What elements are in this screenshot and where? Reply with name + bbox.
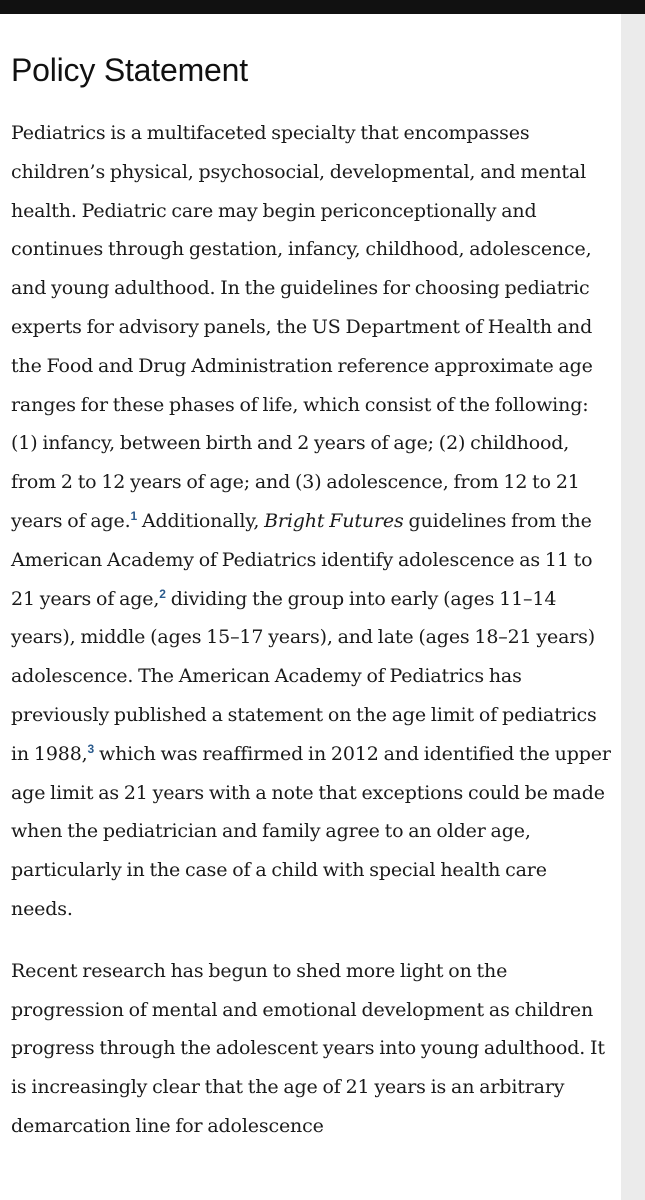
paragraph-1-text-d: dividing the group into early (ages 11–14 years), middle (ages 15–17 years), and late (ages 18–21 years) adolescence. The American Academy of Pediatrics has previously published a statement on the age limit of pediatrics in 1988, bbox=[11, 587, 597, 765]
paragraph-2: Recent research has begun to shed more light on the progression of mental and emotional development as children progress through the adolescent years into young adulthood. It is increasingly clear that the age of 21 years is an arbitrary demarcation line for adolescence bbox=[11, 959, 605, 1137]
page-title: Policy Statement bbox=[11, 52, 248, 88]
bright-futures-title: Bright Futures bbox=[264, 509, 404, 532]
top-bar bbox=[0, 0, 645, 14]
paragraph-1-text-e: which was reaffirmed in 2012 and identified the upper age limit as 21 years with a note that exceptions could be made when the pediatrician and family agree to an older age, particularly in the case of a child with special health care needs. bbox=[11, 742, 611, 920]
paragraph-1-text-a: Pediatrics is a multifaceted specialty that encompasses children’s physical, psychosocial, developmental, and mental health. Pediatric care may begin periconceptionally and continues through gestation, infancy, childhood, adolescence, and young adulthood. In the guidelines for choosing pediatric experts for advisory panels, the US Department of Health and the Food and Drug Administration reference approximate age ranges for these phases of life, which consist of the following: (1) infancy, between birth and 2 years of age; (2) childhood, from 2 to 12 years of age; and (3) adolescence, from 12 to 21 years of age. bbox=[11, 122, 593, 532]
paragraph-1 bbox=[11, 114, 611, 929]
paragraph-1-text-c: guidelines from the American Academy of Pediatrics identify adolescence as 11 to 21 years of age, bbox=[11, 509, 593, 610]
reference-link-3[interactable]: 3 bbox=[87, 741, 95, 756]
article-content bbox=[11, 48, 611, 1169]
reference-link-1[interactable]: 1 bbox=[130, 508, 138, 523]
scroll-gutter[interactable] bbox=[621, 14, 645, 1200]
paragraph-1-text-b: Additionally, bbox=[137, 509, 265, 532]
reference-link-2[interactable]: 2 bbox=[159, 586, 166, 601]
